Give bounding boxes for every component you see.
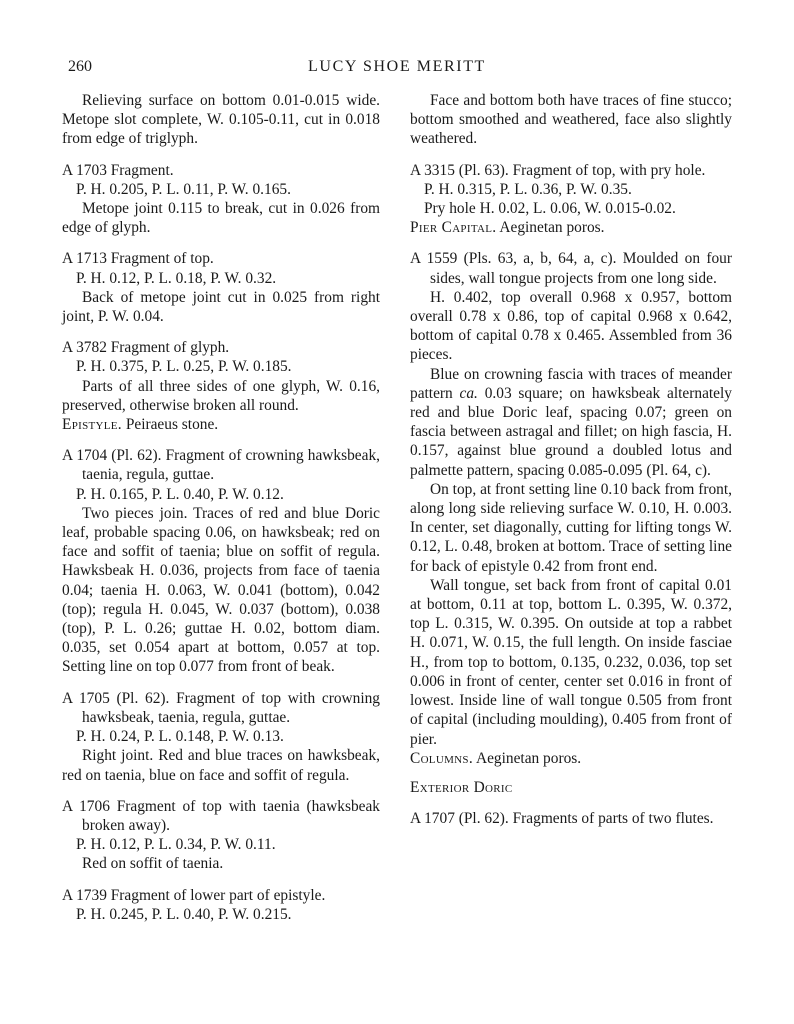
entry-description: Two pieces join. Traces of red and blue Doric leaf, probable spacing 0.06, on hawksbeak; red on face and soffit of taenia; blue on soffit of regula. Hawksbeak H. 0.036, projects from face of taenia 0.04; taenia H. 0.063, W. 0.041 (bottom), 0.042 (top); regula H. 0.045, W. 0.037 (bottom), 0.038 (top), P. L. 0.26; guttae H. 0.02, bottom diam. 0.035, set 0.054 apart at bottom, 0.057 at top. Setting line on top 0.077 from front of beak. [62, 504, 380, 676]
section-material: Aeginetan poros. [475, 749, 582, 767]
entry-heading: A 1704 (Pl. 62). Fragment of crowning hawksbeak, taenia, regula, guttae. [62, 447, 380, 484]
section-label: Columns. [410, 749, 473, 767]
color-text-end: 0.03 square; on hawksbeak alternately red and blue Doric leaf, spacing 0.07; green on fascia between astragal and fillet; on high fascia, H. 0.157, against blue ground a doubled lotus and palmette pattern, spacing 0.085-0.095 (Pl. 64, c). [410, 384, 732, 479]
entry-heading: A 3315 (Pl. 63). Fragment of top, with pry hole. [410, 161, 706, 179]
section-heading-epistyle [62, 415, 380, 434]
left-column [62, 91, 380, 924]
catalog-entry-a3315 [410, 161, 732, 219]
entry-heading: A 1739 Fragment of lower part of epistyle. [62, 886, 326, 904]
entry-heading: A 1703 Fragment. [62, 161, 174, 179]
entry-heading: A 1706 Fragment of top with taenia (hawksbeak broken away). [62, 797, 380, 834]
entry-heading: A 3782 Fragment of glyph. [62, 339, 230, 357]
entry-measurements: P. H. 0.245, P. L. 0.40, P. W. 0.215. [76, 905, 292, 923]
entry-measurements: P. H. 0.315, P. L. 0.36, P. W. 0.35. [424, 180, 632, 198]
section-material: Aeginetan poros. [499, 219, 605, 237]
catalog-entry-a1739 [62, 886, 380, 924]
catalog-entry-a3782 [62, 338, 380, 415]
entry-measurements: P. H. 0.375, P. L. 0.25, P. W. 0.185. [76, 358, 292, 376]
catalog-entry-a1703 [62, 161, 380, 238]
catalog-entry-a1559 [410, 249, 732, 748]
entry-description: Right joint. Red and blue traces on hawksbeak, red on taenia, blue on face and soffit of regula. [62, 747, 380, 784]
color-text-start: Blue on crowning fascia with traces of meander pattern [410, 365, 732, 402]
catalog-entry-a1705 [62, 689, 380, 785]
catalog-entry-a1706 [62, 797, 380, 874]
entry-heading: A 1705 (Pl. 62). Fragment of top with crowning hawksbeak, taenia, regula, guttae. [62, 689, 380, 726]
section-material: Peiraeus stone. [125, 416, 219, 434]
section-label: Pier Capital. [410, 219, 497, 237]
entry-measurements: P. H. 0.205, P. L. 0.11, P. W. 0.165. [76, 180, 291, 198]
section-heading-columns [410, 749, 732, 768]
entry-color-description [410, 365, 732, 480]
catalog-entry-a1704 [62, 446, 380, 676]
entry-heading: A 1713 Fragment of top. [62, 250, 214, 268]
entry-heading: A 1707 (Pl. 62). Fragments of parts of two flutes. [410, 810, 714, 828]
entry-measurements: P. H. 0.165, P. L. 0.40, P. W. 0.12. [76, 485, 284, 503]
entry-measurements: P. H. 0.12, P. L. 0.34, P. W. 0.11. [76, 836, 276, 854]
section-heading-pier-capital [410, 218, 732, 237]
entry-description: Red on soffit of taenia. [82, 855, 224, 873]
entry-dimensions: H. 0.402, top overall 0.968 x 0.957, bottom overall 0.78 x 0.86, top of capital 0.968 x 0.642, bottom of capital 0.78 x 0.465. Assembled from 36 pieces. [410, 288, 732, 364]
page-number: 260 [68, 58, 92, 75]
right-column [410, 91, 732, 828]
pry-hole-measurements: Pry hole H. 0.02, L. 0.06, W. 0.015-0.02. [424, 200, 676, 218]
entry-measurements: P. H. 0.24, P. L. 0.148, P. W. 0.13. [76, 728, 284, 746]
section-label: Epistyle. [62, 416, 122, 434]
catalog-entry-a1713 [62, 249, 380, 326]
entry-heading: A 1559 (Pls. 63, a, b, 64, a, c). Moulded on four sides, wall tongue projects from one long side. [410, 250, 732, 287]
relieving-surface-paragraph: Relieving surface on bottom 0.01-0.015 wide. Metope slot complete, W. 0.105-0.11, cut in 0.018 from edge of triglyph. [62, 92, 380, 148]
entry-description: Parts of all three sides of one glyph, W. 0.16, preserved, otherwise broken all round. [62, 377, 380, 414]
circa-abbreviation: ca. [459, 384, 478, 402]
entry-description: Back of metope joint cut in 0.025 from right joint, P. W. 0.04. [62, 288, 380, 326]
entry-top-description: On top, at front setting line 0.10 back from front, along long side relieving surface W. 0.10, H. 0.003. In center, set diagonally, cutting for lifting tongs W. 0.12, L. 0.48, broken at bottom. Trace of setting line for back of epistyle 0.42 from front end. [410, 480, 732, 575]
subsection-heading-exterior-doric: Exterior Doric [410, 778, 513, 796]
catalog-entry-a1707 [410, 809, 732, 828]
entry-description: Metope joint 0.115 to break, cut in 0.026 from edge of glyph. [62, 200, 380, 237]
entry-wall-tongue: Wall tongue, set back from front of capital 0.01 at bottom, 0.11 at top, bottom L. 0.395, W. 0.372, top L. 0.315, W. 0.395. On outside at top a rabbet H. 0.071, W. 0.15, the full length. On inside fasciae H., from top to bottom, 0.135, 0.232, 0.036, top set 0.006 in front of center, center set 0.016 in front of lowest. Inside line of wall tongue 0.505 from front of capital (including moulding), 0.405 from front of pier. [410, 576, 732, 748]
entry-measurements: P. H. 0.12, P. L. 0.18, P. W. 0.32. [76, 269, 277, 287]
stucco-paragraph: Face and bottom both have traces of fine stucco; bottom smoothed and weathered, face also slightly weathered. [410, 92, 732, 148]
running-head: LUCY SHOE MERITT [308, 58, 486, 75]
